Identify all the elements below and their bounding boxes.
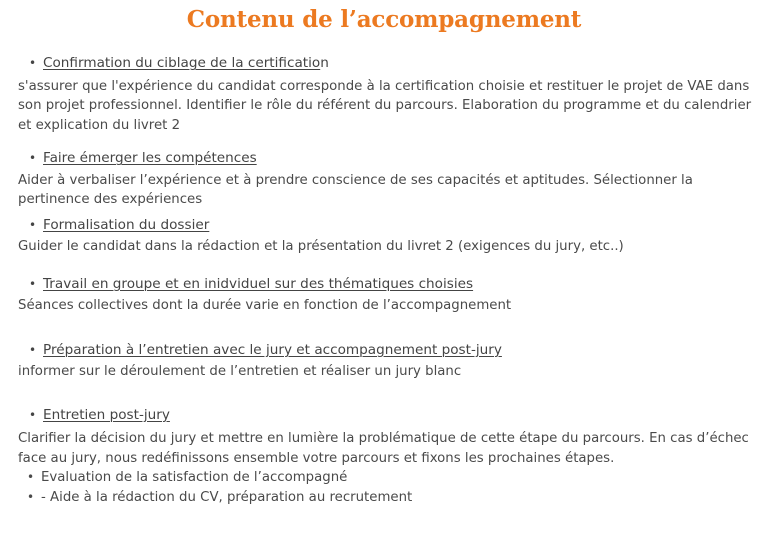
section-description: Clarifier la décision du jury et mettre en lumière la problématique de cette étape du parcours. En cas d’échec face au jury, nous redéfinissons ensemble votre parcours et fixons les prochaines étapes. [18, 431, 749, 466]
section-heading-preparation-entretien [18, 341, 758, 361]
section-description: Séances collectives dont la durée varie en fonction de l’accompagnement [18, 298, 512, 313]
section-heading-text: Formalisation du dossier [43, 216, 210, 233]
section-description: Guider le candidat dans la rédaction et la présentation du livret 2 (exigences du jury, etc..) [18, 239, 624, 254]
section-heading-entretien-post-jury [18, 406, 758, 426]
sub-item-evaluation [18, 468, 758, 488]
page-title: Contenu de l’accompagnement [186, 6, 582, 33]
section-description: informer sur le déroulement de l’entretien et réaliser un jury blanc [18, 364, 462, 379]
section-description: s'assurer que l'expérience du candidat corresponde à la certification choisie et restituer le projet de VAE dans son projet professionnel. Identifier le rôle du référent du parcours. Elaboration du programme et du calendrier et explication du livret 2 [18, 78, 752, 133]
section-heading-text: Confirmation du ciblage de la certificatio [43, 55, 321, 71]
sub-item-text: Evaluation de la satisfaction de l’accompagné [41, 470, 348, 485]
section-heading-certification [18, 54, 758, 74]
bullet-icon: • [29, 342, 37, 357]
section-heading-travail-groupe [18, 275, 758, 295]
section-description: Aider à verbaliser l’expérience et à prendre conscience de ses capacités et aptitudes. Sélectionner la pertinence des expériences [18, 172, 693, 207]
section-heading-text: Préparation à l’entretien avec le jury et accompagnement post-jury [43, 341, 502, 358]
section-heading-dossier [18, 216, 758, 236]
section-heading-text: Entretien post-jury [43, 406, 170, 423]
section-heading-text: Travail en groupe et en inidviduel sur des thématiques choisies [43, 275, 474, 292]
bullet-icon: • [29, 151, 37, 165]
section-heading-competences [18, 149, 758, 169]
bullet-icon: • [29, 56, 37, 70]
sub-item-text: - Aide à la rédaction du CV, préparation au recrutement [41, 489, 413, 505]
bullet-icon: • [29, 276, 37, 291]
sub-item-aide-cv [18, 488, 758, 508]
bullet-icon: • [27, 470, 35, 484]
content-body [18, 54, 758, 507]
bullet-icon: • [27, 489, 35, 504]
section-heading-text: Faire émerger les compétences [43, 150, 257, 166]
section-heading-trailing: n [320, 55, 329, 71]
bullet-icon: • [29, 407, 37, 422]
bullet-icon: • [29, 217, 37, 232]
